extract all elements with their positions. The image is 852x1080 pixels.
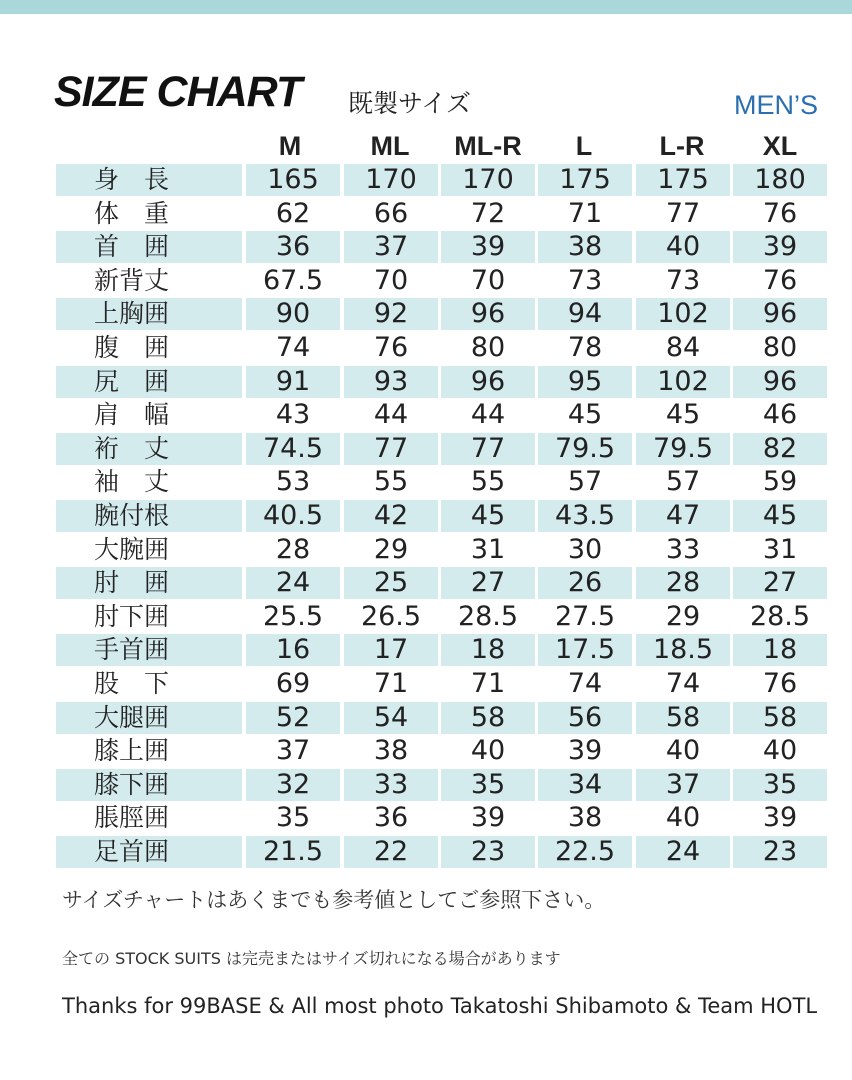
row-label: 裄 丈: [56, 433, 242, 465]
table-cell: 96: [733, 366, 827, 398]
table-cell: 77: [665, 197, 701, 229]
table-cell: 31: [470, 533, 506, 565]
table-cell: 39: [441, 231, 535, 263]
row-label: 肘下囲: [94, 601, 170, 631]
table-cell: 58: [636, 702, 730, 734]
table-cell: 40: [665, 735, 701, 767]
table-cell: 77: [441, 433, 535, 465]
table-row: [0, 601, 852, 633]
table-cell: 24: [636, 836, 730, 868]
table-cell: 71: [470, 668, 506, 699]
table-cell: 39: [470, 802, 506, 834]
table-cell: 170: [441, 164, 535, 196]
table-row: [0, 836, 852, 868]
table-cell: 28.5: [749, 600, 811, 632]
table-cell: 37: [275, 735, 311, 767]
row-label: 尻 囲: [56, 366, 242, 398]
table-row: [0, 702, 852, 734]
row-label: 体 重: [94, 198, 170, 228]
row-label: 膝上囲: [94, 736, 170, 766]
table-cell: 58: [441, 702, 535, 734]
table-cell: 35: [275, 802, 311, 834]
table-cell: 96: [441, 366, 535, 398]
table-cell: 67.5: [262, 264, 324, 296]
table-cell: 36: [246, 231, 340, 263]
table-cell: 80: [470, 332, 506, 363]
table-cell: 40: [636, 231, 730, 263]
table-cell: 38: [538, 231, 632, 263]
table-cell: 43.5: [538, 500, 632, 532]
table-cell: 47: [636, 500, 730, 532]
reference-note: サイズチャートはあくまでも参考値としてご参照下さい。: [62, 888, 606, 912]
table-cell: 96: [733, 298, 827, 330]
table-cell: 74.5: [246, 433, 340, 465]
table-cell: 27: [441, 567, 535, 599]
table-cell: 40: [762, 735, 798, 767]
table-cell: 73: [665, 264, 701, 296]
row-label: 股 下: [94, 669, 170, 698]
table-cell: 18: [441, 634, 535, 666]
table-cell: 28: [275, 533, 311, 565]
table-cell: 24: [246, 567, 340, 599]
table-cell: 74: [275, 332, 311, 363]
table-cell: 27.5: [554, 600, 616, 632]
table-cell: 82: [733, 433, 827, 465]
table-cell: 58: [733, 702, 827, 734]
table-cell: 42: [344, 500, 438, 532]
table-cell: 33: [665, 533, 701, 565]
table-cell: 73: [567, 264, 603, 296]
table-cell: 17.5: [538, 634, 632, 666]
column-header-m: M: [278, 131, 302, 161]
table-cell: 175: [538, 164, 632, 196]
row-label: 腕付根: [56, 500, 242, 532]
credits-line: Thanks for 99BASE & All most photo Takatoshi Shibamoto & Team HOTL: [62, 994, 818, 1018]
table-cell: 33: [344, 769, 438, 801]
table-cell: 102: [636, 366, 730, 398]
table-row: [0, 298, 852, 330]
table-row: [0, 332, 852, 364]
table-cell: 76: [762, 197, 798, 229]
table-row: [0, 399, 852, 431]
table-cell: 52: [246, 702, 340, 734]
table-cell: 45: [733, 500, 827, 532]
table-cell: 76: [373, 332, 409, 363]
table-cell: 40.5: [246, 500, 340, 532]
stock-note: 全ての STOCK SUITS は完売またはサイズ切れになる場合があります: [62, 949, 561, 968]
table-cell: 79.5: [538, 433, 632, 465]
table-cell: 80: [762, 332, 798, 363]
row-label: 脹脛囲: [94, 803, 170, 833]
column-header-xl: XL: [762, 131, 798, 161]
table-cell: 31: [762, 533, 798, 565]
table-cell: 45: [441, 500, 535, 532]
table-cell: 22.5: [538, 836, 632, 868]
table-cell: 76: [762, 264, 798, 296]
table-cell: 180: [733, 164, 827, 196]
page-title: SIZE CHART: [54, 68, 302, 116]
table-cell: 35: [441, 769, 535, 801]
table-cell: 28.5: [457, 600, 519, 632]
table-cell: 25: [344, 567, 438, 599]
table-cell: 70: [470, 264, 506, 296]
table-row: [0, 634, 852, 666]
table-cell: 21.5: [246, 836, 340, 868]
table-cell: 53: [275, 466, 311, 498]
table-cell: 170: [344, 164, 438, 196]
table-cell: 40: [665, 802, 701, 834]
table-cell: 37: [636, 769, 730, 801]
table-cell: 45: [567, 399, 603, 431]
table-cell: 55: [373, 466, 409, 498]
table-cell: 102: [636, 298, 730, 330]
table-cell: 56: [538, 702, 632, 734]
table-cell: 84: [665, 332, 701, 363]
table-cell: 96: [441, 298, 535, 330]
table-cell: 54: [344, 702, 438, 734]
table-cell: 57: [567, 466, 603, 498]
row-label: 大腿囲: [56, 702, 242, 734]
row-label: 肘 囲: [56, 567, 242, 599]
category-label: MEN’S: [734, 90, 819, 120]
table-cell: 165: [246, 164, 340, 196]
table-cell: 36: [373, 802, 409, 834]
table-cell: 78: [567, 332, 603, 363]
row-label: 腹 囲: [94, 333, 170, 362]
table-cell: 93: [344, 366, 438, 398]
top-accent-bar: [0, 0, 852, 14]
table-cell: 38: [567, 802, 603, 834]
column-header-l-r: L-R: [659, 131, 705, 161]
table-cell: 91: [246, 366, 340, 398]
column-header-l: L: [575, 131, 593, 161]
column-header-ml-r: ML-R: [454, 131, 522, 161]
table-cell: 25.5: [262, 600, 324, 632]
table-cell: 95: [538, 366, 632, 398]
table-row: [0, 534, 852, 566]
table-cell: 94: [538, 298, 632, 330]
table-row: [0, 802, 852, 834]
table-cell: 29: [665, 600, 701, 632]
table-cell: 23: [441, 836, 535, 868]
table-row: [0, 735, 852, 767]
table-cell: 70: [373, 264, 409, 296]
table-cell: 27: [733, 567, 827, 599]
table-row: [0, 567, 852, 599]
row-label: 袖 丈: [94, 467, 170, 497]
table-cell: 74: [567, 668, 603, 699]
row-label: 肩 幅: [94, 400, 170, 430]
table-cell: 77: [344, 433, 438, 465]
table-cell: 39: [762, 802, 798, 834]
table-cell: 79.5: [636, 433, 730, 465]
table-row: [0, 466, 852, 498]
table-cell: 59: [762, 466, 798, 498]
table-cell: 39: [567, 735, 603, 767]
column-header-ml: ML: [370, 131, 410, 161]
row-label: 首 囲: [56, 231, 242, 263]
table-cell: 71: [567, 197, 603, 229]
table-cell: 92: [344, 298, 438, 330]
table-cell: 62: [275, 197, 311, 229]
table-cell: 32: [246, 769, 340, 801]
table-row: [0, 265, 852, 297]
table-cell: 35: [733, 769, 827, 801]
table-cell: 69: [275, 668, 311, 699]
table-cell: 90: [246, 298, 340, 330]
table-cell: 34: [538, 769, 632, 801]
table-cell: 45: [665, 399, 701, 431]
table-row: [0, 164, 852, 196]
table-cell: 46: [762, 399, 798, 431]
table-cell: 26: [538, 567, 632, 599]
row-label: 身 長: [56, 164, 242, 196]
row-label: 新背丈: [94, 265, 170, 295]
table-row: [0, 198, 852, 230]
table-cell: 16: [246, 634, 340, 666]
table-cell: 55: [470, 466, 506, 498]
table-cell: 23: [733, 836, 827, 868]
table-row: [0, 231, 852, 263]
table-cell: 44: [470, 399, 506, 431]
row-label: 膝下囲: [56, 769, 242, 801]
table-row: [0, 500, 852, 532]
table-cell: 43: [275, 399, 311, 431]
table-row: [0, 769, 852, 801]
table-cell: 39: [733, 231, 827, 263]
table-cell: 76: [762, 668, 798, 699]
table-cell: 66: [373, 197, 409, 229]
page-subtitle: 既製サイズ: [348, 89, 472, 118]
table-row: [0, 433, 852, 465]
row-label: 大腕囲: [94, 534, 170, 564]
table-cell: 17: [344, 634, 438, 666]
row-label: 上胸囲: [56, 298, 242, 330]
table-cell: 40: [470, 735, 506, 767]
table-cell: 71: [373, 668, 409, 699]
table-row: [0, 366, 852, 398]
table-cell: 38: [373, 735, 409, 767]
table-cell: 30: [567, 533, 603, 565]
table-cell: 18.5: [636, 634, 730, 666]
table-cell: 22: [344, 836, 438, 868]
table-cell: 29: [373, 533, 409, 565]
table-cell: 44: [373, 399, 409, 431]
table-cell: 74: [665, 668, 701, 699]
row-label: 手首囲: [56, 634, 242, 666]
table-cell: 26.5: [360, 600, 422, 632]
table-cell: 175: [636, 164, 730, 196]
row-label: 足首囲: [56, 836, 242, 868]
table-row: [0, 668, 852, 700]
size-column-headers: [0, 128, 852, 164]
table-cell: 72: [470, 197, 506, 229]
table-cell: 37: [344, 231, 438, 263]
table-cell: 18: [733, 634, 827, 666]
table-cell: 57: [665, 466, 701, 498]
table-cell: 28: [636, 567, 730, 599]
